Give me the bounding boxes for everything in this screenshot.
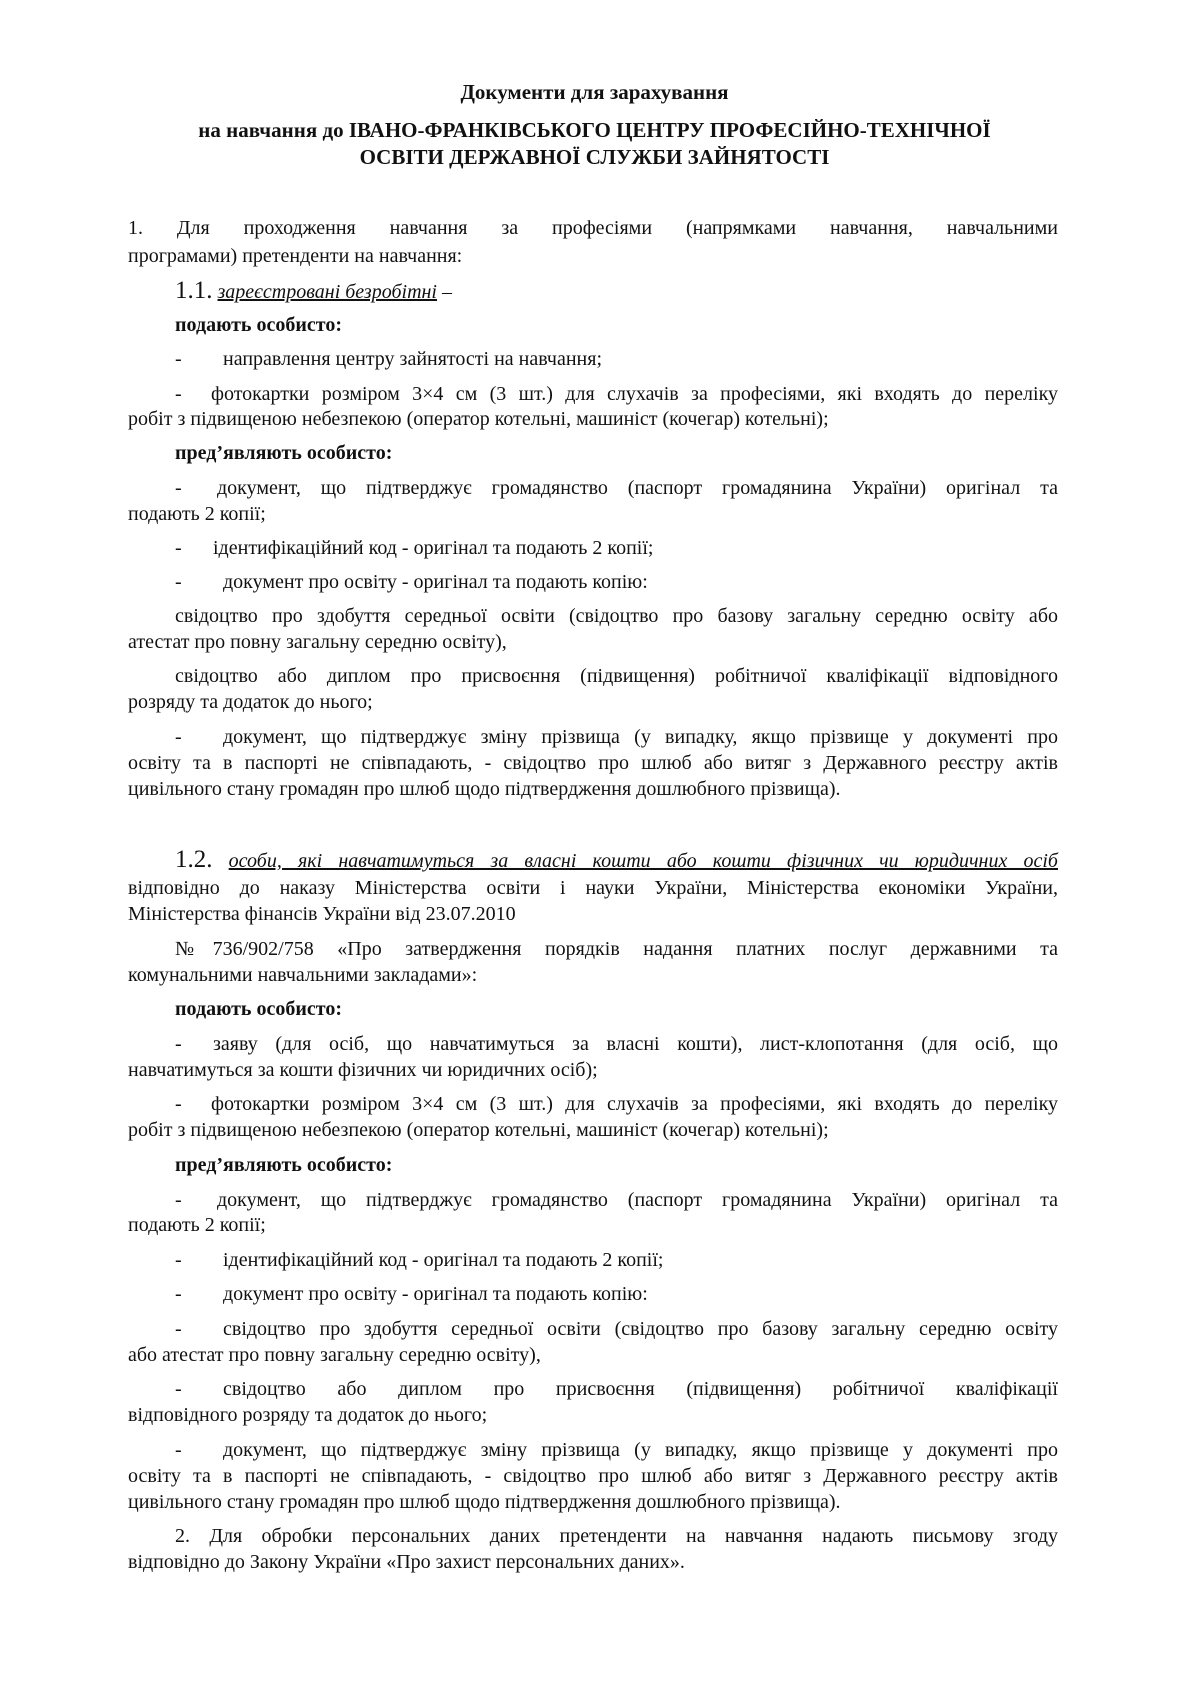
list-item-name-change2-line1 [175,1438,1058,1462]
document-subtitle-line1: на навчання до ІВАНО-ФРАНКІВСЬКОГО ЦЕНТРУ ПРОФЕСІЙНО-ТЕХНІЧНОЇ [198,118,991,142]
qualification-cert-line1: свідоцтво або диплом про присвоєння (підвищення) робітничої кваліфікації відповідного [175,665,1058,687]
list-item-education-cert2-line1 [175,1317,1058,1341]
subsection-1-2-title: особи, які навчатимуться за власні кошти або кошти фізичних чи юридичних осіб [228,850,1058,872]
subsection-1-2-heading [175,848,1058,873]
subsection-1-2-line5: комунальними навчальними закладами»: [128,964,478,986]
list-item-text: свідоцтво або диплом про присвоєння (підвищення) робітничої кваліфікації [223,1378,1058,1400]
list-item-text: документ, що підтверджує зміну прізвища (у випадку, якщо прізвище у документі про [223,1439,1058,1461]
subsection-1-2-line3: Міністерства фінансів України від 23.07.2010 [128,903,516,925]
dash-marker: - [175,1189,182,1211]
list-item-passport-line1 [175,476,1058,500]
dash-marker: - [175,1249,182,1271]
list-item-text: ідентифікаційний код - оригінал та подають 2 копії; [213,537,654,559]
section2-line1: 2. Для обробки персональних даних претенденти на навчання надають письмову згоду [175,1525,1058,1547]
list-item-text: направлення центру зайнятості на навчання; [223,348,603,370]
section1-intro-line2: програмами) претенденти на навчання: [128,245,463,267]
list-item-text: фотокартки розміром 3×4 см (3 шт.) для слухачів за професіями, які входять до переліку [211,383,1058,405]
dash-marker: - [175,537,182,559]
name-change-line1 [175,725,1058,749]
present-in-person-label-2: пред’являють особисто: [175,1154,393,1176]
dash-marker: - [175,1378,182,1400]
dash-marker: - [175,383,182,405]
list-item-text: документ про освіту - оригінал та подають копію: [223,1283,648,1305]
list-item-text: документ про освіту - оригінал та подають копію: [223,571,648,593]
list-item-application-line2: навчатимуться за кошти фізичних чи юридичних осіб); [128,1059,598,1081]
list-item-text: документ, що підтверджує громадянство (паспорт громадянина України) оригінал та [217,477,1058,499]
list-item-application-line1 [175,1032,1058,1056]
present-in-person-label-1: пред’являють особисто: [175,442,393,464]
list-item-referral [175,347,602,371]
dash-marker: - [175,726,182,748]
list-item-passport-line2: подають 2 копії; [128,503,266,525]
list-item-name-change2-line3: цивільного стану громадян про шлюб щодо підтвердження дошлюбного прізвища). [128,1491,841,1513]
list-item-qualification2-line1 [175,1377,1058,1401]
document-subtitle-line2: ОСВІТИ ДЕРЖАВНОЇ СЛУЖБИ ЗАЙНЯТОСТІ [359,145,830,169]
subsection-1-1-title: зареєстровані безробітні [217,281,437,303]
list-item-text: фотокартки розміром 3×4 см (3 шт.) для слухачів за професіями, які входять до переліку [211,1093,1058,1115]
subsection-1-1-heading [175,279,452,304]
subsection-1-1-suffix: – [437,281,452,303]
submit-in-person-label-2: подають особисто: [175,998,342,1020]
section1-intro-line1: 1. Для проходження навчання за професіями (напрямками навчання, навчальними [128,217,1058,239]
subsection-1-2-number: 1.2. [175,846,213,873]
dash-marker: - [175,1283,182,1305]
list-item-text: документ, що підтверджує зміну прізвища (у випадку, якщо прізвище у документі про [223,726,1058,748]
list-item-text: свідоцтво про здобуття середньої освіти (свідоцтво про базову загальну середню освіту [223,1318,1058,1340]
list-item-photos-line1 [175,382,1058,406]
subsection-1-2-line2: відповідно до наказу Міністерства освіти і науки України, Міністерства економіки України, [128,877,1058,899]
list-item-text: ідентифікаційний код - оригінал та подають 2 копії; [223,1249,664,1271]
list-item-education-doc2 [175,1282,648,1306]
document-title: Документи для зарахування [460,80,729,104]
list-item-education-cert2-line2: або атестат про повну загальну середню освіту), [128,1344,541,1366]
dash-marker: - [175,1033,182,1055]
dash-marker: - [175,348,182,370]
education-cert-line1: свідоцтво про здобуття середньої освіти (свідоцтво про базову загальну середню освіту або [175,605,1058,627]
list-item-passport2-line2: подають 2 копії; [128,1214,266,1236]
list-item-education-doc [175,570,648,594]
submit-in-person-label-1: подають особисто: [175,314,342,336]
section2-line2: відповідно до Закону України «Про захист персональних даних». [128,1551,685,1573]
subsection-1-2-line4: №736/902/758 «Про затвердження порядків надання платних послуг державними та [175,938,1058,960]
dash-marker: - [175,571,182,593]
list-item-id-code [175,536,653,560]
subsection-1-1-number: 1.1. [175,277,213,304]
list-item-qualification2-line2: відповідного розряду та додаток до нього; [128,1404,488,1426]
list-item-passport2-line1 [175,1188,1058,1212]
list-item-text: заяву (для осіб, що навчатимуться за власні кошти), лист-клопотання (для осіб, що [213,1033,1058,1055]
dash-marker: - [175,1439,182,1461]
dash-marker: - [175,1093,182,1115]
dash-marker: - [175,1318,182,1340]
dash-marker: - [175,477,182,499]
name-change-line2: освіту та в паспорті не співпадають, - свідоцтво про шлюб або витяг з Державного реєстру актів [128,752,1058,774]
list-item-id-code2 [175,1248,663,1272]
qualification-cert-line2: розряду та додаток до нього; [128,691,373,713]
list-item-text: документ, що підтверджує громадянство (паспорт громадянина України) оригінал та [217,1189,1058,1211]
name-change-line3: цивільного стану громадян про шлюб щодо підтвердження дошлюбного прізвища). [128,778,841,800]
education-cert-line2: атестат про повну загальну середню освіту), [128,631,507,653]
list-item-photos2-line1 [175,1092,1058,1116]
list-item-name-change2-line2: освіту та в паспорті не співпадають, - свідоцтво про шлюб або витяг з Державного реєстру актів [128,1465,1058,1487]
list-item-photos-line2: робіт з підвищеною небезпекою (оператор котельні, машиніст (кочегар) котельні); [128,408,829,430]
list-item-photos2-line2: робіт з підвищеною небезпекою (оператор котельні, машиніст (кочегар) котельні); [128,1119,829,1141]
